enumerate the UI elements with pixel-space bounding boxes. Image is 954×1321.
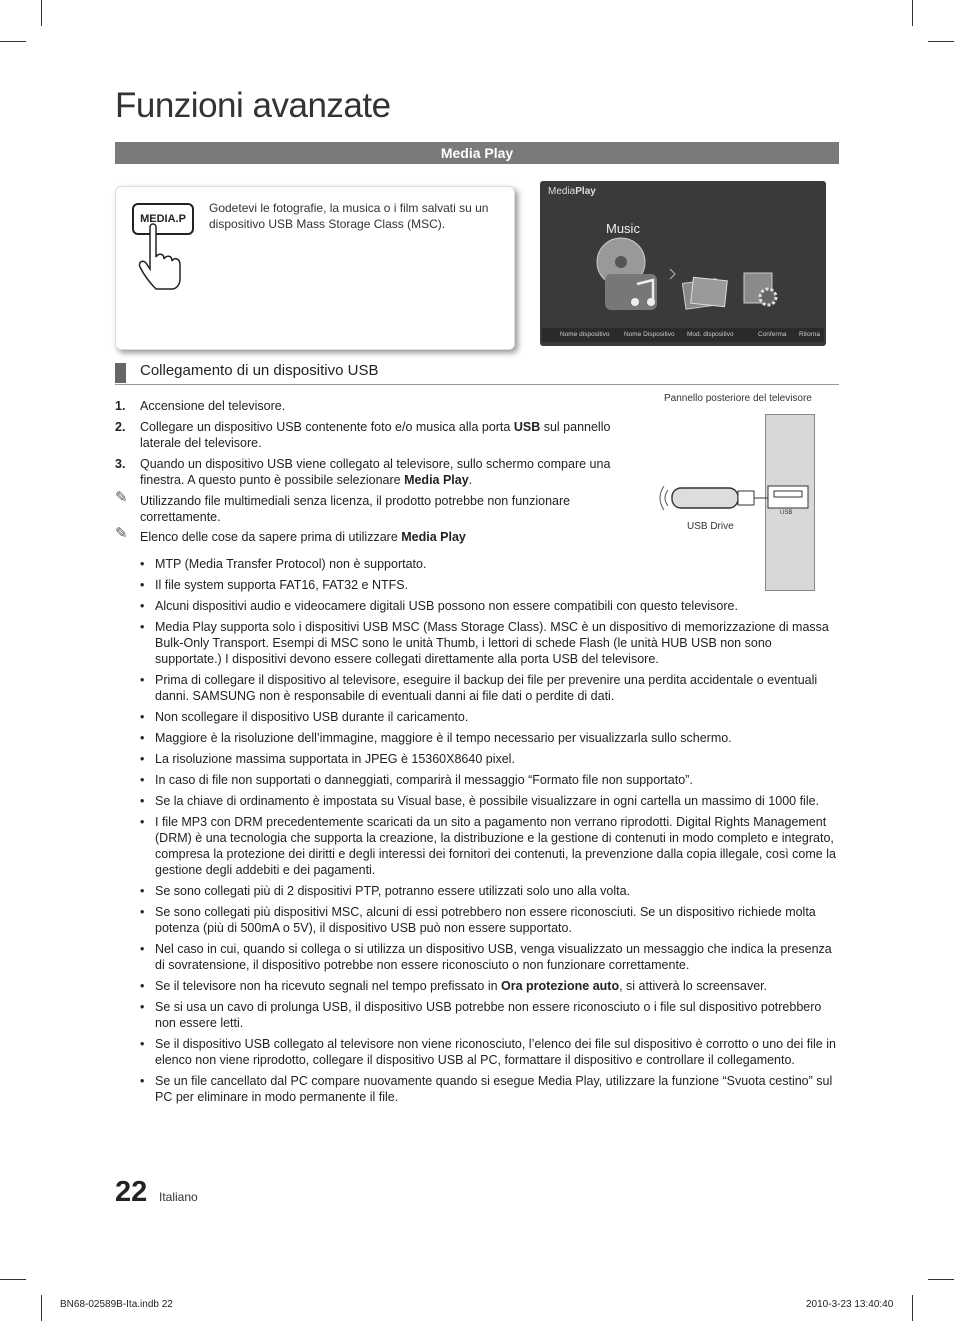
- usb-drive-diagram: [654, 478, 814, 528]
- step-item: [115, 456, 635, 488]
- crop-mark: [928, 1279, 954, 1280]
- intro-text: Godetevi le fotografie, la musica o i film salvati su un dispositivo USB Mass Storage Class (MSC).: [209, 201, 489, 231]
- step-text-bold: Media Play: [404, 473, 469, 487]
- step-number: 3.: [115, 457, 126, 471]
- list-item: • Se sono collegati più di 2 dispositivi PTP, potranno essere utilizzati solo uno alla volta.: [140, 883, 840, 899]
- crop-mark: [912, 0, 913, 26]
- step-text: Collegare un dispositivo USB contenente foto e/o musica alla porta: [140, 420, 514, 434]
- list-item: • Alcuni dispositivi audio e videocamere digitali USB possono non essere compatibili con questo televisore.: [140, 598, 840, 614]
- list-item-text: Se il televisore non ha ricevuto segnali nel tempo prefissato in: [155, 979, 502, 993]
- crop-mark: [0, 41, 26, 42]
- section-title: Media Play: [115, 142, 839, 164]
- note-item: [115, 489, 635, 525]
- step-text-post: .: [468, 473, 473, 487]
- screen-title-bold: Play: [575, 186, 596, 197]
- note-pencil-icon: ✎: [115, 489, 128, 506]
- step-item: [115, 419, 635, 451]
- bar-item-device-name-2: Nome Dispositivo: [624, 331, 675, 338]
- subsection-heading: [115, 360, 839, 385]
- bullet-list: [140, 556, 840, 1110]
- note-item: [115, 525, 635, 545]
- step-text-post: sul pannello laterale del televisore.: [140, 420, 611, 450]
- list-item-post: , si attiverà lo screensaver.: [619, 979, 768, 993]
- crop-mark: [912, 1295, 913, 1321]
- settings-gear-icon: [742, 271, 786, 311]
- music-label: Music: [606, 221, 640, 236]
- steps-list: [115, 398, 635, 545]
- step-text: Quando un dispositivo USB viene collegato al televisore, sullo schermo compare una finestra. A questo punto è possibile selezionare: [140, 457, 611, 487]
- footer-timestamp: 2010-3-23 13:40:40: [806, 1299, 894, 1310]
- note-text: Elenco delle cose da sapere prima di utilizzare: [140, 530, 402, 544]
- page-language: Italiano: [159, 1190, 198, 1204]
- page-title: Funzioni avanzate: [115, 86, 391, 125]
- media-p-button: MEDIA.P: [132, 203, 194, 235]
- crop-mark: [928, 41, 954, 42]
- photos-icon: [682, 273, 728, 313]
- subsection-title: Collegamento di un dispositivo USB: [140, 362, 379, 379]
- list-item: • Nel caso in cui, quando si collega o si utilizza un dispositivo USB, venga visualizzato un messaggio che indica la presenza di sovratensione, il dispositivo potrebbe non essere riconosciuto o non funzionare correttamente.: [140, 941, 840, 973]
- screen-title-light: Media: [548, 186, 576, 197]
- page-number: 22: [115, 1176, 148, 1208]
- list-item: • Media Play supporta solo i dispositivi USB MSC (Mass Storage Class). MSC è un dispositivo di memorizzazione di massa Bulk-Only Transport. Esempi di MSC sono le unità Thumb, i lettori di schede Flash (le unità HUB USB non sono supportate.) I dispositivi devono essere collegati direttamente alla porta USB del televisore.: [140, 619, 840, 667]
- note-text-bold: Media Play: [401, 530, 466, 544]
- svg-text:USB: USB: [780, 510, 793, 516]
- bar-item-confirm: Conferma: [758, 331, 787, 338]
- list-item: [140, 978, 840, 994]
- list-item: • Prima di collegare il dispositivo al televisore, eseguire il backup dei file per prevenire una perdita accidentale o eventuali danni. SAMSUNG non è responsabile di eventuali danni ai file dati o perdite di dati.: [140, 672, 840, 704]
- list-item: • I file MP3 con DRM precedentemente scaricati da un sito a pagamento non verrano riprodotti. Digital Rights Management (DRM) è una tecnologia che supporta la creazione, la distribuzione e la gestione di contenuti in modo completo e integrato, compresa la protezione dei diritti e degli interessi dei fornitori dei contenuti, la prevenzione dalla copia illegale, così come la gestione degli addebiti e dei pagamenti.: [140, 814, 840, 878]
- crop-mark: [0, 1279, 26, 1280]
- step-number: 2.: [115, 420, 126, 434]
- bar-item-return: Ritorna: [799, 331, 820, 338]
- list-item: • Se si usa un cavo di prolunga USB, il dispositivo USB potrebbe non essere riconosciuto o i file sul dispositivo potrebbero non essere letti.: [140, 999, 840, 1031]
- list-item: • Se il dispositivo USB collegato al televisore non viene riconosciuto, l’elenco dei file sul dispositivo è corrotto o uno dei file in elenco non viene riprodotto, collegare il dispositivo USB al PC, formattare il dispositivo e controllare il collegamento.: [140, 1036, 840, 1068]
- list-item: • Se un file cancellato dal PC compare nuovamente quando si esegue Media Play, utilizzare la funzione “Svuota cestino” sul PC per eliminare in modo permanente il file.: [140, 1073, 840, 1105]
- panel-caption: Pannello posteriore del televisore: [664, 393, 812, 404]
- list-item: • MTP (Media Transfer Protocol) non è supportato.: [140, 556, 840, 572]
- step-number: 1.: [115, 399, 126, 413]
- list-item: • Se sono collegati più dispositivi MSC, alcuni di essi potrebbero non essere riconosciuti. Se un dispositivo richiede molta potenza (più di 500mA o 5V), il dispositivo USB può non essere supportato.: [140, 904, 840, 936]
- note-text: Utilizzando file multimediali senza licenza, il prodotto potrebbe non funzionare correttamente.: [140, 494, 571, 524]
- crop-mark: [41, 0, 42, 26]
- media-play-screen: [540, 181, 826, 346]
- crop-mark: [41, 1295, 42, 1321]
- list-item: • In caso di file non supportati o danneggiati, comparirà il messaggio “Formato file non supportato”.: [140, 772, 840, 788]
- list-item: • Se la chiave di ordinamento è impostata su Visual base, è possibile visualizzare in ogni cartella un massimo di 1000 file.: [140, 793, 840, 809]
- list-item: • La risoluzione massima supportata in JPEG è 15360X8640 pixel.: [140, 751, 840, 767]
- step-text: Accensione del televisore.: [140, 399, 286, 413]
- bar-item-device-name-1: Nome dispositivo: [560, 331, 610, 338]
- list-item-bold: Ora protezione auto: [501, 979, 620, 993]
- list-item: • Il file system supporta FAT16, FAT32 e NTFS.: [140, 577, 840, 593]
- usb-drive-label: USB Drive: [687, 521, 734, 532]
- bar-item-device-mode: Mod. dispositivo: [687, 331, 734, 338]
- footer-file-info: BN68-02589B-Ita.indb 22: [60, 1299, 173, 1310]
- list-item: • Maggiore è la risoluzione dell’immagine, maggiore è il tempo necessario per visualizzarla sullo schermo.: [140, 730, 840, 746]
- screen-control-bar: [542, 328, 824, 342]
- step-text-bold: USB: [513, 420, 541, 434]
- step-item: [115, 398, 635, 414]
- intro-box: [115, 186, 515, 350]
- list-item: • Non scollegare il dispositivo USB durante il caricamento.: [140, 709, 840, 725]
- note-pencil-icon: ✎: [115, 525, 128, 542]
- heading-marker: [115, 363, 126, 383]
- hand-pointing-icon: [136, 223, 196, 293]
- music-disc-icon: [595, 236, 675, 316]
- chevron-right-icon: [668, 267, 678, 281]
- screen-title: [548, 186, 596, 197]
